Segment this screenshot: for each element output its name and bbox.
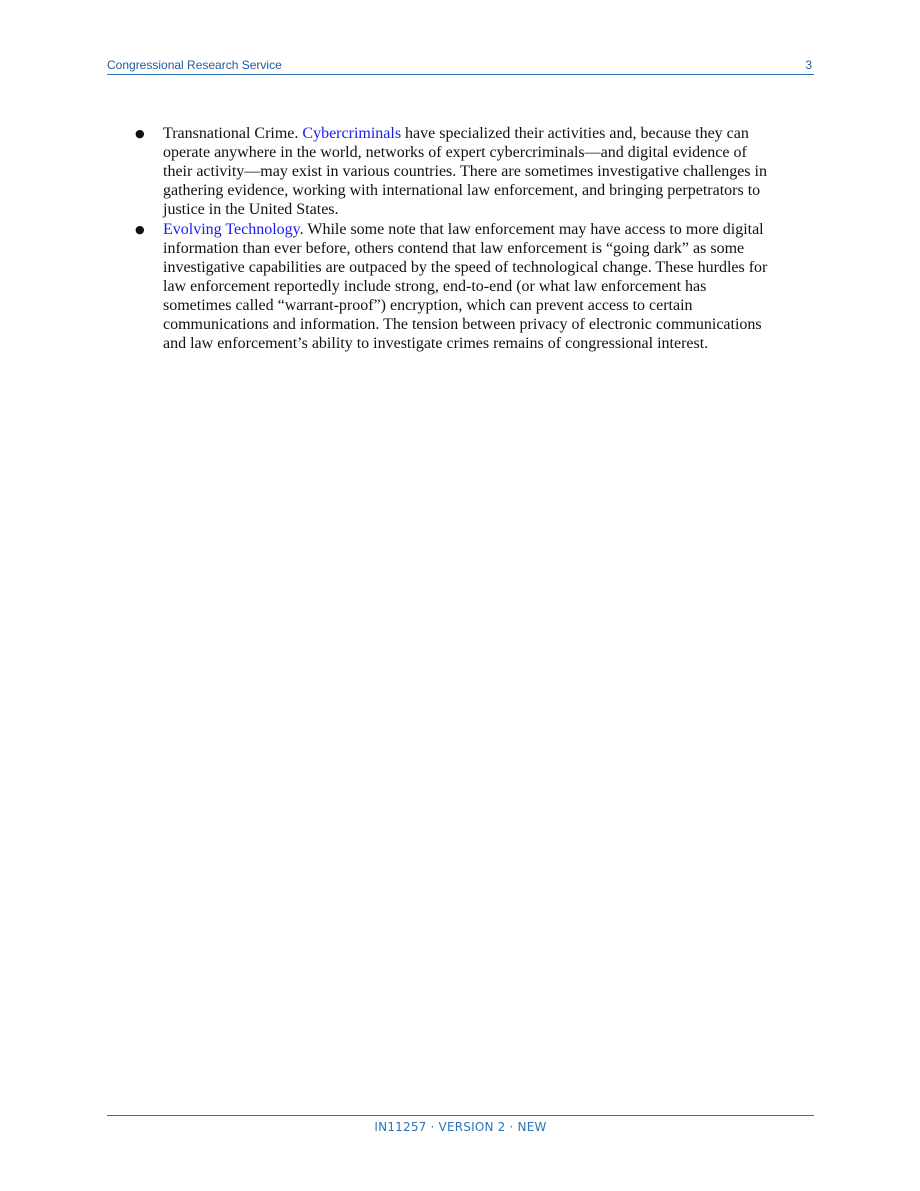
bullet-list (135, 124, 775, 353)
link-evolving-technology[interactable]: Evolving Technology (163, 221, 300, 238)
header-org-name: Congressional Research Service (107, 58, 282, 72)
bullet-item-evolving-technology (135, 220, 775, 353)
bullet-body-text: have specialized their activities and, because they can operate anywhere in the world, networks of expert cybercriminals—and digital evidence of their activity—may exist in various countries. There are sometimes investigative challenges in gathering evidence, working with international law enforcement, and bringing perpetrators to justice in the United States. (163, 125, 767, 218)
bullet-lead-text: Transnational Crime. (163, 125, 303, 142)
bullet-icon: ● (135, 223, 145, 236)
header-page-number: 3 (805, 58, 812, 72)
page-footer (107, 1115, 814, 1136)
bullet-item-transnational-crime (135, 124, 775, 219)
link-cybercriminals[interactable]: Cybercriminals (302, 125, 402, 142)
footer-document-id: IN11257 · VERSION 2 · NEW (374, 1120, 547, 1134)
bullet-body-text: . While some note that law enforcement may have access to more digital information than ever before, others contend that law enforcement is “going dark” as some investigative capabilities are outpaced by the speed of technological change. These hurdles for law enforcement reportedly include strong, end-to-end (or what law enforcement has sometimes called “warrant-proof”) encryption, which can prevent access to certain communications and information. The tension between privacy of electronic communications and law enforcement’s ability to investigate crimes remains of congressional interest. (163, 221, 768, 352)
document-body (135, 124, 775, 354)
bullet-icon: ● (135, 127, 145, 140)
page-header (107, 58, 814, 75)
